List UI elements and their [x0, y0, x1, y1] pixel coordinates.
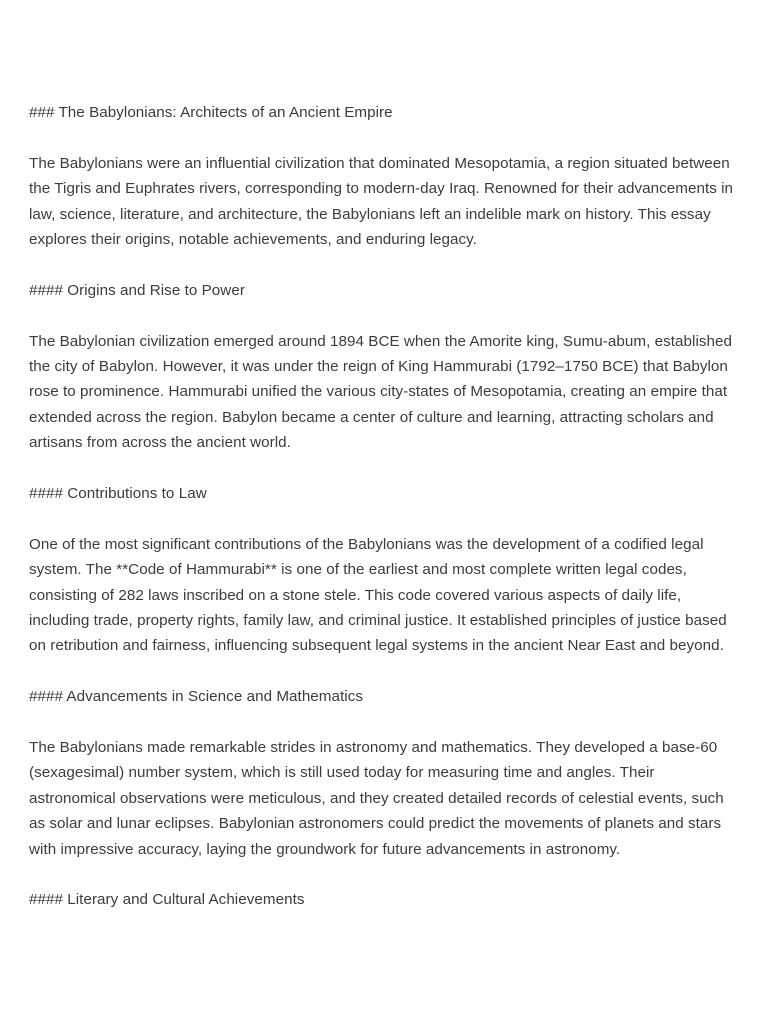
section-body-law: One of the most significant contributions of the Babylonians was the development of a codified legal system. The **Code of Hammurabi** is one of the earliest and most complete written legal codes, consisting of 282 laws inscribed on a stone stele. This code covered various aspects of daily life, including trade, property rights, family law, and criminal justice. It established principles of justice based on retribution and fairness, influencing subsequent legal systems in the ancient Near East and beyond. [29, 535, 727, 655]
section-heading-literary: #### Literary and Cultural Achievements [29, 891, 305, 909]
section-heading-law: #### Contributions to Law [29, 485, 207, 503]
section-body-science: The Babylonians made remarkable strides in astronomy and mathematics. They developed a base-60 (sexagesimal) number system, which is still used today for measuring time and angles. Their astronomical observations were meticulous, and they created detailed records of celestial events, such as solar and lunar eclipses. Babylonian astronomers could predict the movements of planets and stars with impressive accuracy, laying the groundwork for future advancements in astronomy. [29, 739, 724, 858]
section-body-origins: The Babylonian civilization emerged around 1894 BCE when the Amorite king, Sumu-abum, established the city of Babylon. However, it was under the reign of King Hammurabi (1792–1750 BCE) that Babylon rose to prominence. Hammurabi unified the various city-states of Mesopotamia, creating an empire that extended across the region. Babylon became a center of culture and learning, attracting scholars and artisans from across the ancient world. [29, 332, 733, 452]
article-title: ### The Babylonians: Architects of an Ancient Empire [29, 104, 393, 121]
section-heading-origins: #### Origins and Rise to Power [29, 281, 245, 299]
intro-paragraph: The Babylonians were an influential civilization that dominated Mesopotamia, a region situated between the Tigris and Euphrates rivers, corresponding to modern-day Iraq. Renowned for their advancements in law, science, literature, and architecture, the Babylonians left an indelible mark on history. This essay explores their origins, notable achievements, and enduring legacy. [29, 154, 734, 249]
section-heading-science: #### Advancements in Science and Mathematics [29, 688, 363, 706]
